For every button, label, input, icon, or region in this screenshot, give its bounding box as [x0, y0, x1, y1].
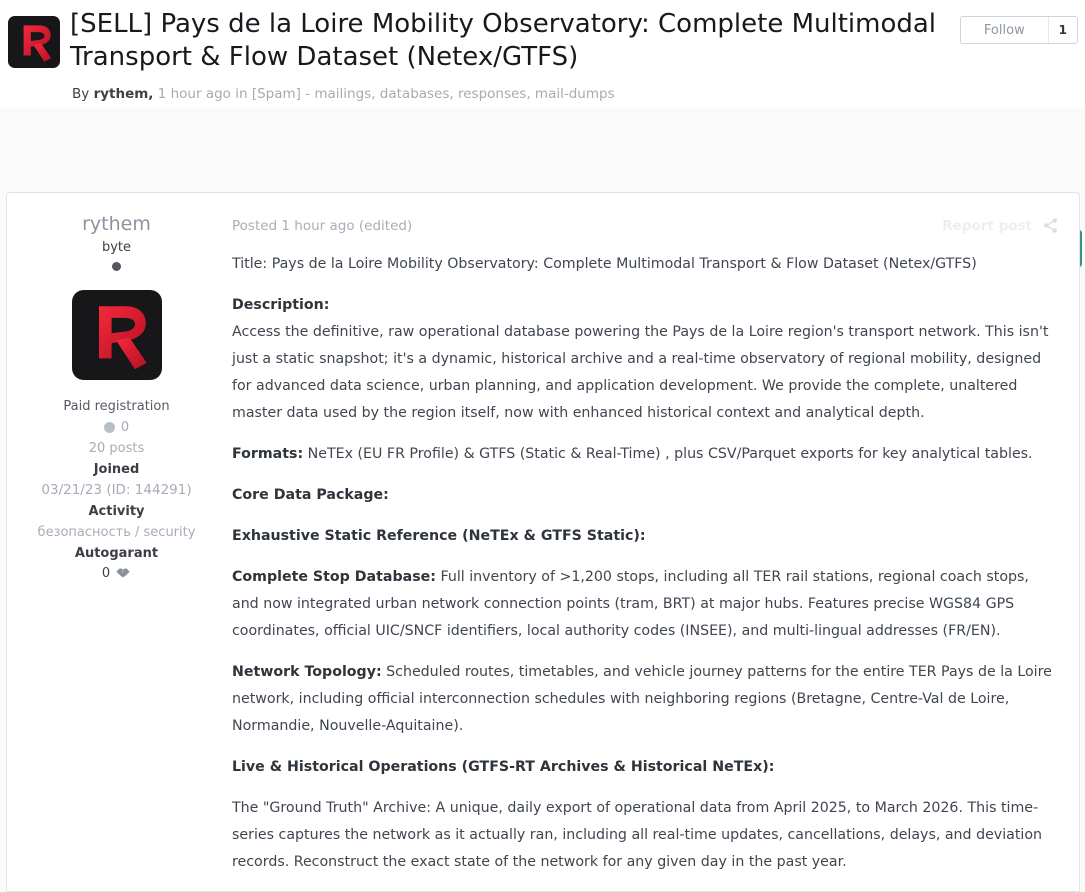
author-rank: byte	[101, 240, 132, 255]
byline-time: 1 hour ago in	[157, 86, 248, 102]
post-card	[6, 192, 1080, 892]
reputation-dot-icon	[104, 422, 115, 433]
author-pane	[7, 193, 226, 581]
author-username-link[interactable]: rythem	[82, 213, 151, 235]
byline-by: By	[72, 86, 90, 102]
live-heading: Live & Historical Operations (GTFS-RT Archives & Historical NeTEx):	[232, 759, 775, 775]
post-body	[226, 193, 1079, 876]
reputation-row	[7, 418, 226, 437]
autogarant-label: Autogarant	[74, 546, 159, 561]
follow-button[interactable]	[960, 16, 1078, 44]
follow-label: Follow	[983, 22, 1025, 38]
post-meta-row	[232, 217, 1059, 234]
rank-dot-icon	[112, 262, 121, 271]
content-stops	[232, 564, 1059, 645]
forum-logo-icon[interactable]	[8, 16, 60, 68]
posted-timestamp: Posted 1 hour ago (edited)	[232, 217, 413, 234]
autogarant-row	[7, 565, 226, 581]
description-body: Access the definitive, raw operational database powering the Pays de la Loire region's transport network. This isn't just a static snapshot; it's a dynamic, historical archive and a real-time observatory of regional mobility, designed for advanced data science, urban planning, and application development. We provide the complete, unaltered master data used by the region itself, now with enhanced historical context and analytical depth.	[232, 324, 1049, 421]
content-core-heading	[232, 482, 1059, 509]
activity-label: Activity	[88, 504, 145, 519]
follow-count-badge: 1	[1048, 17, 1077, 43]
breadcrumb	[72, 86, 615, 102]
post-count: 20 posts	[88, 441, 145, 456]
formats-label: Formats:	[232, 446, 304, 462]
content-live-heading	[232, 754, 1059, 781]
content-title-line: Title: Pays de la Loire Mobility Observatory: Complete Multimodal Transport & Flow Dataset (Netex/GTFS)	[232, 256, 977, 272]
topic-action-row	[0, 108, 1085, 192]
activity-value-link[interactable]: безопасность / security	[37, 525, 196, 540]
byline-category-link[interactable]: [Spam] - mailings, databases, responses, mail-dumps	[251, 86, 615, 102]
autogarant-count: 0	[101, 565, 111, 581]
author-avatar[interactable]	[72, 290, 162, 380]
reputation-count: 0	[120, 420, 130, 435]
joined-value: 03/21/23 (ID: 144291)	[41, 482, 192, 498]
topology-body: Scheduled routes, timetables, and vehicle journey patterns for the entire TER Pays de la Loire network, including official interconnection schedules with neighboring regions (Bretagne, Centre-Val de Loire, Normandie, Nouvelle-Aquitaine).	[232, 664, 1052, 734]
topology-label: Network Topology:	[232, 664, 382, 680]
share-icon[interactable]	[1042, 217, 1059, 234]
byline-author-link[interactable]: rythem,	[93, 86, 154, 102]
content-static-heading	[232, 523, 1059, 550]
page-title: [SELL] Pays de la Loire Mobility Observatory: Complete Multimodal Transport & Flow Dataset (Netex/GTFS)	[70, 9, 937, 72]
post-content	[232, 251, 1059, 876]
joined-label: Joined	[93, 462, 140, 477]
registration-status: Paid registration	[63, 399, 170, 414]
stops-body: Full inventory of >1,200 stops, including all TER rail stations, regional coach stops, and now integrated urban network connection points (tram, BRT) at major hubs. Features precise WGS84 GPS coordinates, official UIC/SNCF identifiers, local authority codes (INSEE), and multi-lingual addresses (FR/EN).	[232, 569, 1029, 639]
content-formats	[232, 441, 1059, 468]
content-ground-truth: The "Ground Truth" Archive: A unique, daily export of operational data from April 2025, to March 2026. This time-series captures the network as it actually ran, including all real-time updates, cancellations, delays, and deviation records. Reconstruct the exact state of the network for any given day in the past year.	[232, 800, 1043, 870]
description-heading: Description:	[232, 297, 330, 313]
report-post-link[interactable]: Report post	[942, 217, 1032, 234]
content-description	[232, 292, 1059, 427]
core-heading: Core Data Package:	[232, 487, 389, 503]
stops-label: Complete Stop Database:	[232, 569, 436, 585]
topic-header	[0, 0, 1085, 108]
handshake-icon	[115, 565, 131, 581]
static-heading: Exhaustive Static Reference (NeTEx & GTFS Static):	[232, 528, 646, 544]
formats-body: NeTEx (EU FR Profile) & GTFS (Static & Real-Time) , plus CSV/Parquet exports for key analytical tables.	[303, 446, 1033, 462]
content-topology	[232, 659, 1059, 740]
